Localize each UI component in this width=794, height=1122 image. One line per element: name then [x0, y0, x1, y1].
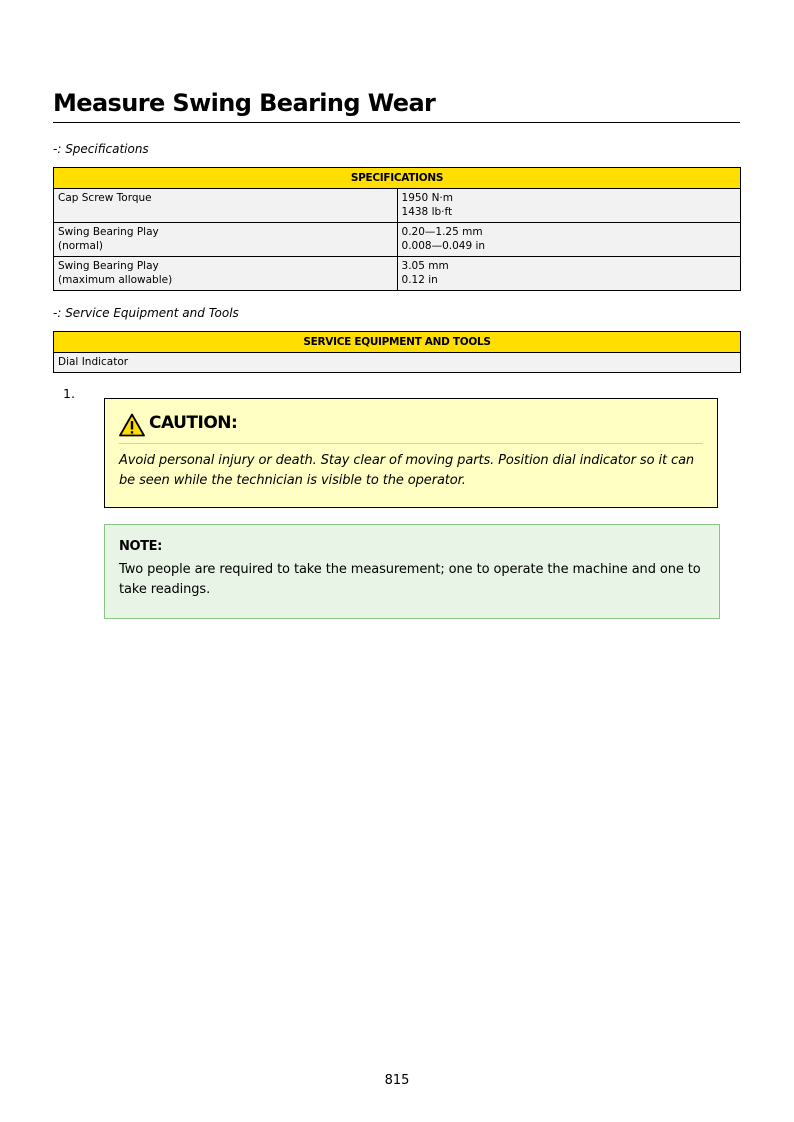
tool-item-dial-indicator: Dial Indicator — [54, 353, 741, 373]
table-row — [54, 189, 741, 223]
spec-label-bearing-play-max: Swing Bearing Play (maximum allowable) — [54, 257, 398, 291]
page-number: 815 — [384, 1073, 410, 1088]
spec-value-bearing-play-normal: 0.20—1.25 mm 0.008—0.049 in — [397, 223, 740, 257]
table-row — [54, 257, 741, 291]
table-row — [54, 353, 741, 373]
note-text: Two people are required to take the measurement; one to operate the machine and one to take readings. — [119, 562, 701, 597]
specifications-header-row — [54, 168, 741, 189]
caution-box — [104, 398, 718, 508]
page-title: Measure Swing Bearing Wear — [53, 88, 740, 123]
table-row — [54, 223, 741, 257]
specifications-caption: -: Specifications — [53, 142, 149, 156]
specifications-table — [53, 167, 741, 291]
spec-label-bearing-play-normal: Swing Bearing Play (normal) — [54, 223, 398, 257]
caution-header — [119, 411, 703, 444]
caution-text: Avoid personal injury or death. Stay clear of moving parts. Position dial indicator so it can be seen while the technician is visible to the operator. — [119, 453, 695, 488]
spec-value-cap-screw-torque: 1950 N·m 1438 lb·ft — [397, 189, 740, 223]
caution-title: CAUTION: — [149, 413, 238, 433]
tools-table — [53, 331, 741, 373]
spec-value-bearing-play-max: 3.05 mm 0.12 in — [397, 257, 740, 291]
warning-triangle-icon — [119, 413, 145, 437]
note-title: NOTE: — [119, 539, 162, 554]
tools-header-row — [54, 332, 741, 353]
step-number: 1. — [63, 386, 75, 401]
note-box — [104, 524, 720, 619]
specifications-header: SPECIFICATIONS — [54, 168, 741, 189]
tools-header: SERVICE EQUIPMENT AND TOOLS — [54, 332, 741, 353]
tools-caption: -: Service Equipment and Tools — [53, 306, 239, 320]
spec-label-cap-screw-torque: Cap Screw Torque — [54, 189, 398, 223]
